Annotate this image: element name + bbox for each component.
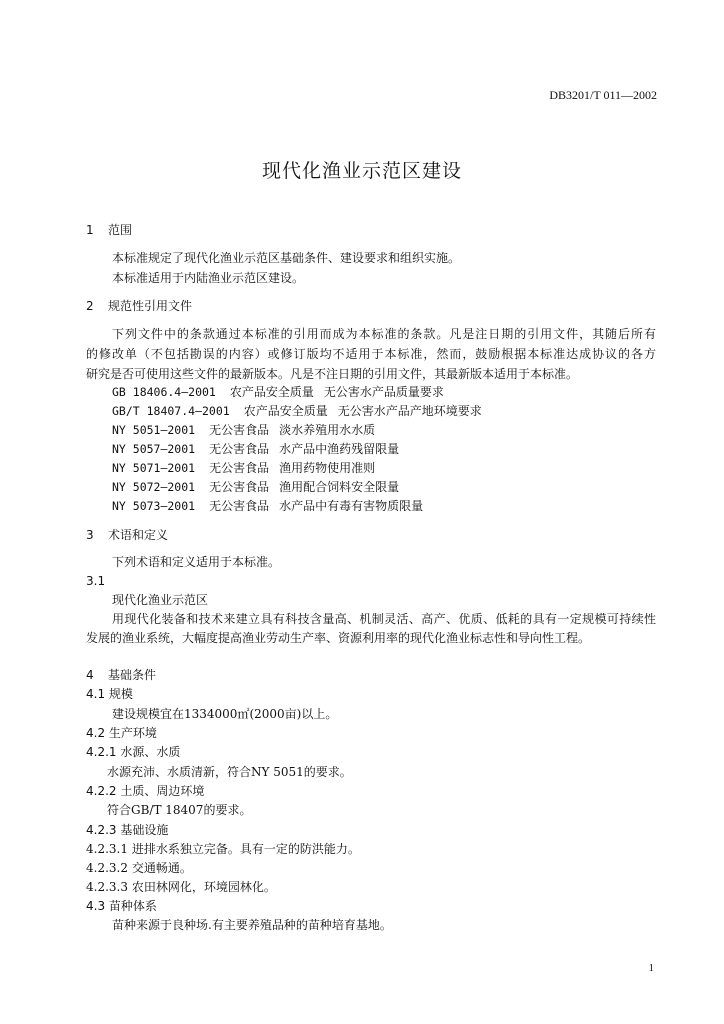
clause-4-2-3-3 <box>86 880 276 894</box>
terms-intro: 下列术语和定义适用于本标准。 <box>112 555 281 569</box>
reference-code: NY 5051—2001 <box>112 423 196 437</box>
subsection-number: 4.2.1 <box>86 745 117 759</box>
reference-subtitle: 渔用药物使用准则 <box>279 461 376 475</box>
subsection-4-2-1-heading <box>86 745 180 759</box>
normative-paragraph-line-2: 的修改单（不包括勘误的内容）或修订版均不适用于本标准，然而，鼓励根据本标准达成协议的各方 <box>86 347 656 361</box>
reference-subtitle: 水产品中渔药残留限量 <box>279 442 400 456</box>
page-number: 1 <box>648 962 654 974</box>
reference-title: 无公害食品 <box>209 480 270 494</box>
seedling-text: 苗种来源于良种场.有主要养殖品种的苗种培育基地。 <box>112 918 392 932</box>
reference-code: NY 5071—2001 <box>112 461 196 475</box>
clause-4-2-3-1 <box>86 842 360 856</box>
subsection-title: 基础设施 <box>120 823 169 837</box>
reference-subtitle: 无公害水产品产地环境要求 <box>337 404 482 418</box>
section-1-heading <box>86 223 132 237</box>
clause-4-2-3-2 <box>86 861 192 875</box>
section-title: 范围 <box>108 223 133 237</box>
term-heading: 现代化渔业示范区 <box>112 593 209 607</box>
section-number: 4 <box>86 668 94 682</box>
subsection-title: 水源、水质 <box>120 745 181 759</box>
scope-paragraph-2: 本标准适用于内陆渔业示范区建设。 <box>112 271 305 285</box>
reference-item <box>112 442 399 456</box>
subsection-number: 4.3 <box>86 899 106 913</box>
reference-code: NY 5073—2001 <box>112 499 196 513</box>
reference-item <box>112 385 444 399</box>
definition-line-1: 用现代化装备和技术来建立具有科技含量高、机制灵活、高产、优质、低耗的具有一定规模可持续性 <box>112 612 656 626</box>
reference-title: 无公害食品 <box>209 442 270 456</box>
water-quality-text: 水源充沛、水质清新，符合NY 5051的要求。 <box>107 765 352 779</box>
clause-number: 4.2.3.2 <box>86 861 128 875</box>
reference-item <box>112 499 423 513</box>
reference-subtitle: 无公害水产品质量要求 <box>323 385 444 399</box>
subsection-number: 4.2 <box>86 726 106 740</box>
standard-code: DB3201/T 011—2002 <box>549 88 657 102</box>
reference-title: 农产品安全质量 <box>243 404 328 418</box>
reference-title: 无公害食品 <box>209 499 270 513</box>
reference-title: 无公害食品 <box>209 461 270 475</box>
subsection-4-2-3-heading <box>86 823 168 837</box>
section-title: 规范性引用文件 <box>108 299 193 313</box>
subsection-title: 生产环境 <box>108 726 157 740</box>
section-4-heading <box>86 668 156 682</box>
reference-code: GB/T 18407.4—2001 <box>112 404 230 418</box>
reference-subtitle: 渔用配合饲料安全限量 <box>279 480 400 494</box>
reference-item <box>112 480 399 494</box>
section-3-heading <box>86 528 168 542</box>
subsection-4-2-2-heading <box>86 784 204 798</box>
reference-title: 农产品安全质量 <box>229 385 314 399</box>
section-number: 2 <box>86 299 94 313</box>
definition-line-2: 发展的渔业系统，大幅度提高渔业劳动生产率、资源利用率的现代化渔业标志性和导向性工程。 <box>86 631 591 645</box>
reference-subtitle: 淡水养殖用水水质 <box>279 423 376 437</box>
section-title: 术语和定义 <box>108 528 169 542</box>
subsection-4-2-heading <box>86 726 157 740</box>
reference-item <box>112 423 375 437</box>
scope-paragraph-1: 本标准规定了现代化渔业示范区基础条件、建设要求和组织实施。 <box>112 251 461 265</box>
subsection-4-1-heading <box>86 687 133 701</box>
subsection-title: 土质、周边环境 <box>120 784 205 798</box>
section-number: 3 <box>86 528 94 542</box>
subsection-title: 苗种体系 <box>108 899 157 913</box>
section-2-heading <box>86 299 192 313</box>
subsection-4-3-heading <box>86 899 157 913</box>
document-title: 现代化渔业示范区建设 <box>261 160 462 182</box>
subsection-number: 4.2.3 <box>86 823 117 837</box>
subsection-number: 4.1 <box>86 687 106 701</box>
subsection-number: 4.2.2 <box>86 784 117 798</box>
clause-number: 4.2.3.3 <box>86 880 128 894</box>
reference-item <box>112 404 482 418</box>
section-number: 1 <box>86 223 94 237</box>
reference-code: GB 18406.4—2001 <box>112 385 216 399</box>
clause-text: 交通畅通。 <box>131 861 192 875</box>
normative-paragraph-line-1: 下列文件中的条款通过本标准的引用而成为本标准的条款。凡是注日期的引用文件，其随后所有 <box>112 327 656 341</box>
reference-code: NY 5057—2001 <box>112 442 196 456</box>
reference-code: NY 5072—2001 <box>112 480 196 494</box>
clause-number: 4.2.3.1 <box>86 842 128 856</box>
soil-environment-text: 符合GB/T 18407的要求。 <box>107 803 252 817</box>
reference-subtitle: 水产品中有毒有害物质限量 <box>279 499 424 513</box>
clause-text: 进排水系独立完备。具有一定的防洪能力。 <box>131 842 360 856</box>
normative-paragraph-line-3: 研究是否可使用这些文件的最新版本。凡是不注日期的引用文件，其最新版本适用于本标准。 <box>86 367 579 381</box>
subsection-title: 规模 <box>108 687 133 701</box>
reference-title: 无公害食品 <box>209 423 270 437</box>
section-title: 基础条件 <box>108 668 157 682</box>
clause-text: 农田林网化，环境园林化。 <box>131 880 276 894</box>
scale-text: 建设规模宜在1334000㎡(2000亩)以上。 <box>112 707 338 721</box>
reference-item <box>112 461 375 475</box>
subsection-number: 3.1 <box>86 574 106 588</box>
